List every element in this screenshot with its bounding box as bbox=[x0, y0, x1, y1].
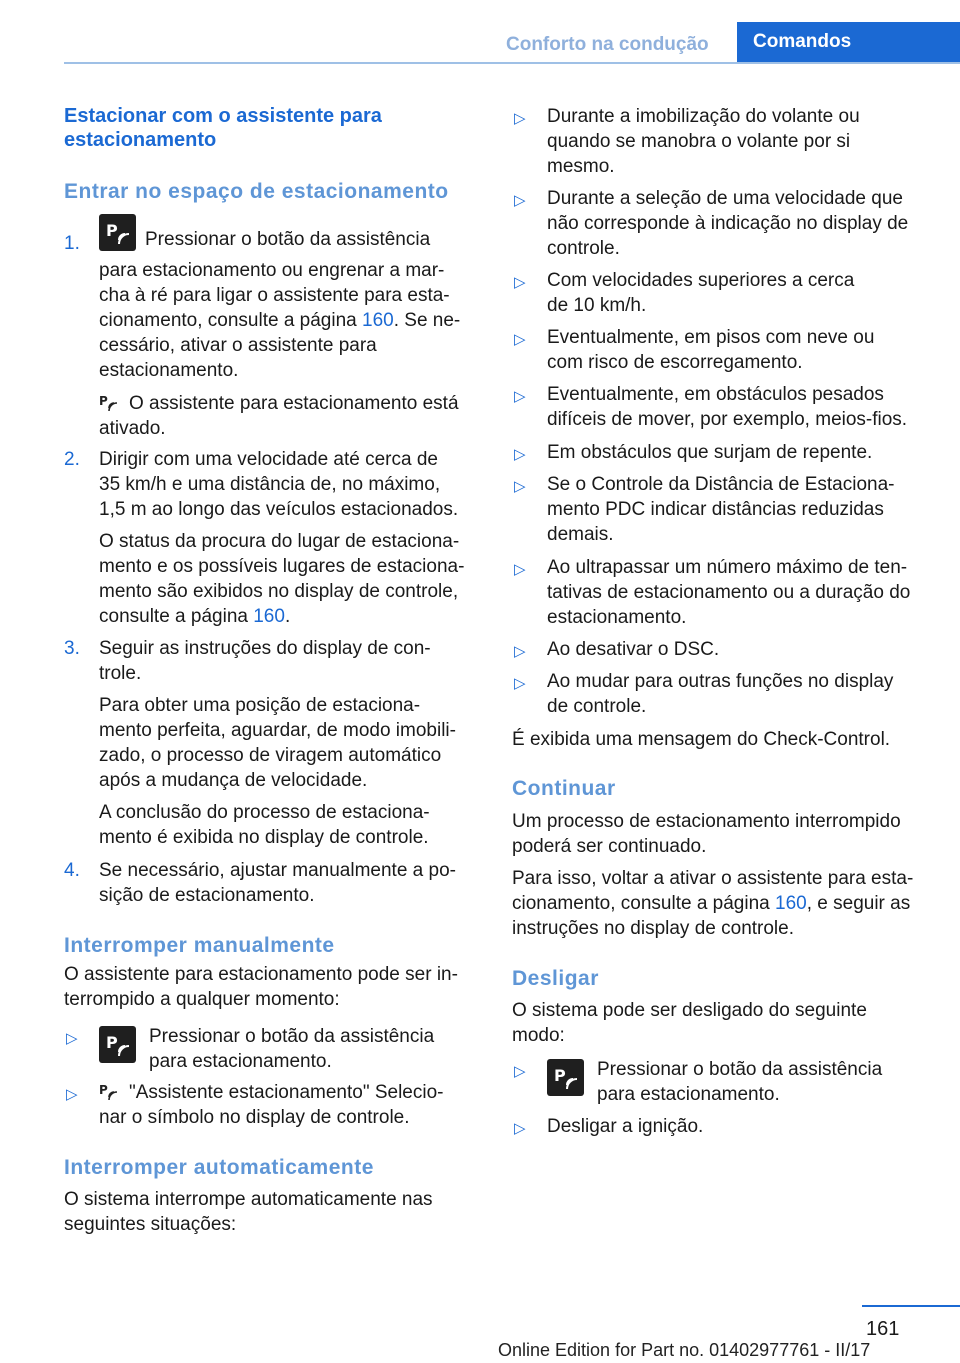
list-item: ▷ P Pressionar o botão da assistência para estacionamento. bbox=[66, 1026, 435, 1072]
step-number: 1. bbox=[64, 233, 80, 254]
bullet-icon: ▷ bbox=[514, 1063, 526, 1080]
header-rule bbox=[64, 62, 960, 64]
header-chapter-tab: Comandos bbox=[737, 22, 960, 62]
bullet-icon: ▷ bbox=[66, 1030, 78, 1047]
park-assist-symbol-icon bbox=[99, 1081, 121, 1101]
subheading-enter: Entrar no espaço de estacionamento bbox=[64, 180, 449, 203]
automatic-paragraph: O sistema interrompe automaticamente nas seguintes situações: bbox=[64, 1189, 433, 1235]
step-1: 1. P Pressionar o botão da assistência para estacionamento ou engrenar a mar- cha à ré para ligar o assistente para esta- cionamento, consulte a página 160. Se ne- cessário, ativar o assistente para estacionamento. P O assistente para estacionamento está ativado. bbox=[64, 212, 478, 442]
bullet-icon: ▷ bbox=[514, 561, 526, 578]
bullet-icon: ▷ bbox=[514, 110, 526, 127]
list-item: ▷ P Pressionar o botão da assistência para estacionamento. bbox=[514, 1059, 883, 1105]
check-control-message: É exibida uma mensagem do Check-Control. bbox=[512, 729, 891, 750]
park-assist-button-icon bbox=[547, 1059, 584, 1096]
bullet-icon: ▷ bbox=[514, 446, 526, 463]
svg-text:P: P bbox=[106, 221, 118, 240]
svg-text:P: P bbox=[554, 1066, 566, 1085]
park-assist-symbol-icon bbox=[99, 392, 121, 412]
footer-rule bbox=[862, 1305, 960, 1307]
edition-footer: Online Edition for Part no. 01402977761 - II/17 bbox=[498, 1340, 871, 1360]
subheading-continue: Continuar bbox=[512, 777, 616, 800]
bullet-icon: ▷ bbox=[514, 192, 526, 209]
subheading-manual: Interromper manualmente bbox=[64, 934, 335, 957]
svg-text:P: P bbox=[99, 1083, 108, 1097]
park-assist-button-icon bbox=[99, 214, 136, 251]
park-assist-button-icon bbox=[99, 1026, 136, 1063]
bullet-icon: ▷ bbox=[514, 274, 526, 291]
bullet-icon: ▷ bbox=[514, 1120, 526, 1137]
continue-paragraph: Um processo de estacionamento interrompido poderá ser continuado. Para isso, voltar a ativar o assistente para esta- cionamento, consulte a página 160, e seguir as instruções no display de controle. bbox=[512, 811, 914, 939]
bullet-icon: ▷ bbox=[514, 675, 526, 692]
manual-paragraph: O assistente para estacionamento pode ser in- terrompido a qualquer momento: bbox=[64, 964, 458, 1010]
bullet-icon: ▷ bbox=[514, 388, 526, 405]
section-title: Estacionar com o assistente para estacionamento bbox=[64, 105, 382, 151]
page-number: 161 bbox=[866, 1318, 900, 1340]
bullet-icon: ▷ bbox=[66, 1086, 78, 1103]
bullet-icon: ▷ bbox=[514, 331, 526, 348]
subheading-off: Desligar bbox=[512, 967, 599, 990]
subheading-automatic: Interromper automaticamente bbox=[64, 1156, 374, 1179]
svg-text:P: P bbox=[106, 1033, 118, 1052]
svg-text:P: P bbox=[99, 394, 108, 408]
page-link[interactable]: 160 bbox=[775, 893, 807, 914]
bullet-icon: ▷ bbox=[514, 643, 526, 660]
page-link[interactable]: 160 bbox=[362, 310, 394, 331]
header-section-title: Conforto na condução bbox=[506, 34, 709, 55]
page-link[interactable]: 160 bbox=[253, 606, 285, 627]
off-paragraph: O sistema pode ser desligado do seguinte modo: bbox=[512, 1000, 867, 1046]
bullet-icon: ▷ bbox=[514, 478, 526, 495]
